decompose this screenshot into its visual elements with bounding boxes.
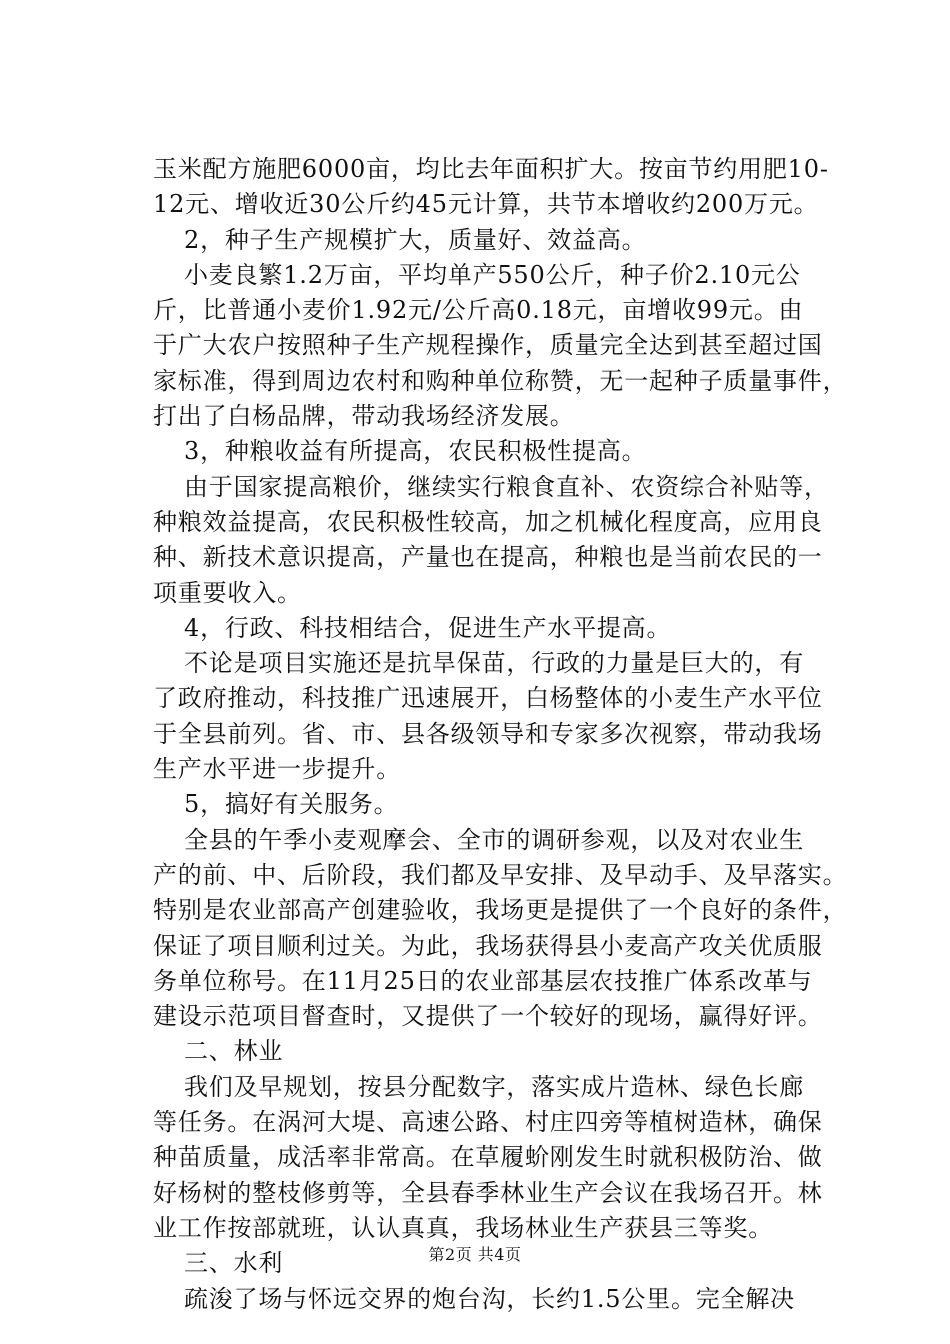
text-line: 于广大农户按照种子生产规程操作，质量完全达到甚至超过国: [153, 331, 823, 360]
text-line: 于全县前列。省、市、县各级领导和专家多次视察，带动我场: [153, 719, 823, 748]
text-line: 疏浚了场与怀远交界的炮台沟，长约1.5公里。完全解决: [184, 1284, 795, 1313]
text-line: 二、林业: [184, 1037, 284, 1066]
text-line: 2，种子生产规模扩大，质量好、效益高。: [184, 225, 647, 254]
text-line: 种苗质量，成活率非常高。在草履蚧刚发生时就积极防治、做: [153, 1143, 823, 1172]
text-line: 我们及早规划，按县分配数字，落实成片造林、绿色长廊: [184, 1072, 804, 1101]
text-line: 保证了项目顺利过关。为此，我场获得县小麦高产攻关优质服: [153, 931, 823, 960]
text-line: 建设示范项目督查时，又提供了一个较好的现场，赢得好评。: [153, 1002, 823, 1031]
text-line: 打出了白杨品牌，带动我场经济发展。: [153, 402, 575, 431]
text-line: 斤，比普通小麦价1.92元/公斤高0.18元，亩增收99元。由: [153, 296, 804, 325]
document-body: [153, 152, 848, 1317]
text-line: 不论是项目实施还是抗旱保苗，行政的力量是巨大的，有: [184, 649, 804, 678]
text-line: 项重要收入。: [153, 578, 302, 607]
text-line: 等任务。在涡河大堤、高速公路、村庄四旁等植树造林，确保: [153, 1108, 823, 1137]
text-line: 三、水利: [184, 1249, 284, 1278]
text-line: 5，搞好有关服务。: [184, 790, 399, 819]
text-line: 玉米配方施肥6000亩，均比去年面积扩大。按亩节约用肥10-: [153, 155, 829, 183]
text-line: 种粮效益提高，农民积极性较高，加之机械化程度高，应用良: [153, 507, 823, 536]
text-line: 全县的午季小麦观摩会、全市的调研参观，以及对农业生: [184, 825, 804, 854]
text-line: 12元、增收近30公斤约45元计算，共节本增收约200万元。: [153, 190, 819, 219]
text-line: 特别是农业部高产创建验收，我场更是提供了一个良好的条件，: [153, 896, 848, 925]
text-line: 家标准，得到周边农村和购种单位称赞，无一起种子质量事件，: [153, 366, 848, 395]
text-line: 小麦良繁1.2万亩，平均单产550公斤，种子价2.10元公: [184, 260, 801, 289]
text-line: 了政府推动，科技推广迅速展开，白杨整体的小麦生产水平位: [153, 684, 823, 713]
text-line: 3，种粮收益有所提高，农民积极性提高。: [184, 437, 647, 466]
text-line: 务单位称号。在11月25日的农业部基层农技推广体系改革与: [153, 966, 813, 995]
text-line: 产的前、中、后阶段，我们都及早安排、及早动手、及早落实。: [153, 860, 848, 889]
text-line: 由于国家提高粮价，继续实行粮食直补、农资综合补贴等，: [184, 472, 829, 501]
text-line: 4，行政、科技相结合，促进生产水平提高。: [184, 613, 672, 642]
text-line: 好杨树的整枝修剪等，全县春季林业生产会议在我场召开。林: [153, 1178, 823, 1207]
page-footer: 第2页 共4页: [428, 1245, 522, 1264]
text-line: 业工作按部就班，认认真真，我场林业生产获县三等奖。: [153, 1213, 773, 1242]
text-line: 种、新技术意识提高，产量也在提高，种粮也是当前农民的一: [153, 543, 823, 572]
text-line: 生产水平进一步提升。: [153, 755, 401, 784]
